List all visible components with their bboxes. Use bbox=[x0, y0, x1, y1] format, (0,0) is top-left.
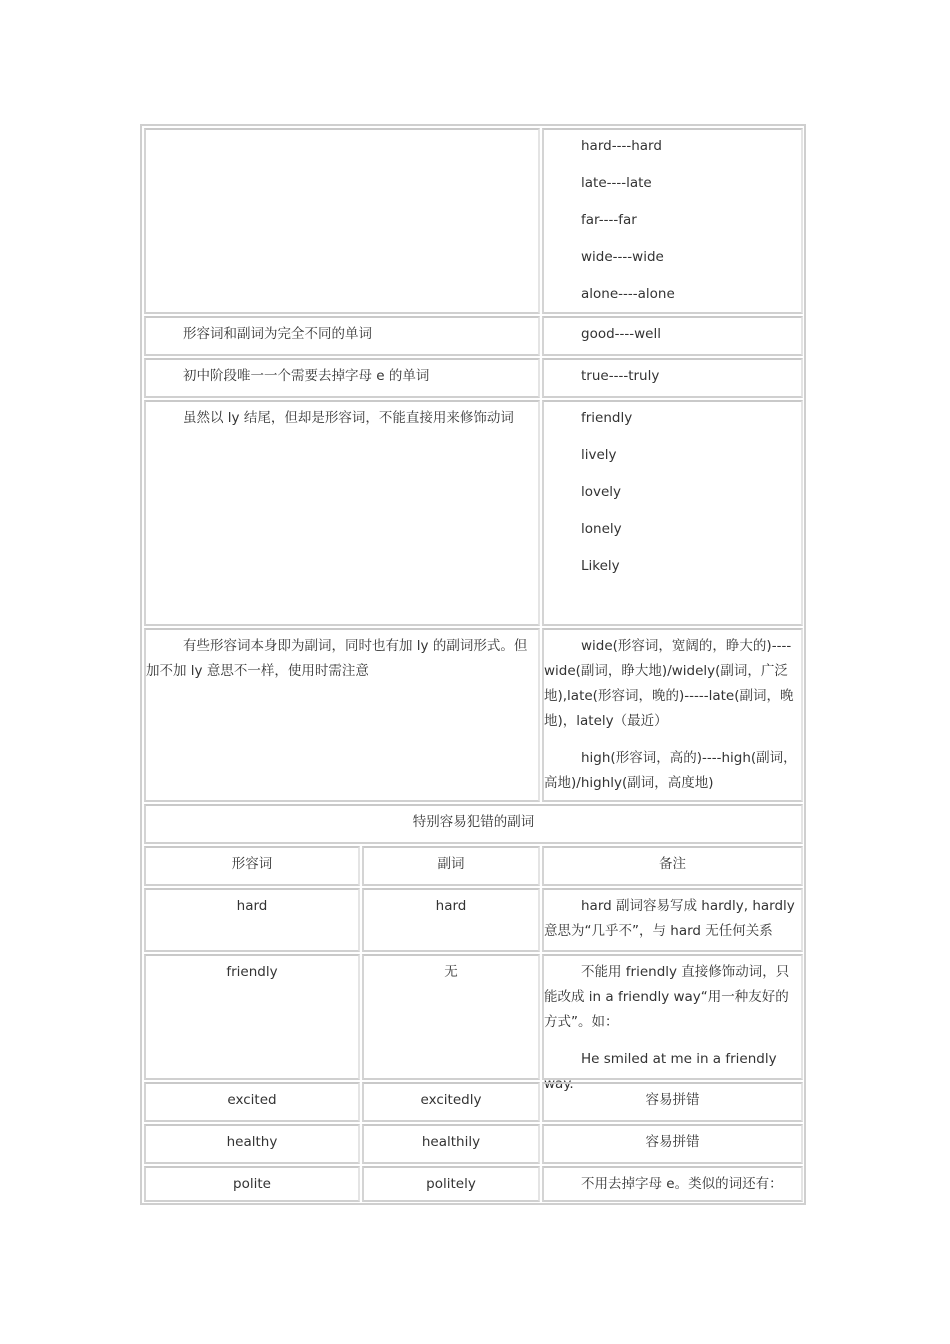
table-row-excited-adj bbox=[144, 1082, 360, 1122]
adjective-cell: polite bbox=[233, 1176, 271, 1192]
table-row-polite-adj bbox=[144, 1166, 360, 1202]
row2-description-cell bbox=[144, 316, 540, 356]
table-row-healthy-adv bbox=[362, 1124, 540, 1164]
row5-description-cell bbox=[144, 628, 540, 802]
note-cell: hard 副词容易写成 hardly, hardly 意思为“几乎不”，与 hard 无任何关系 bbox=[544, 898, 795, 939]
header-adjective: 形容词 bbox=[231, 856, 273, 872]
note-cell: 不能用 friendly 直接修饰动词，只能改成 in a friendly way“用一种友好的方式”。如： bbox=[544, 964, 790, 1030]
header-adverb-cell bbox=[362, 846, 540, 886]
table-row-friendly-note bbox=[542, 954, 803, 1092]
row3-example: true----truly bbox=[581, 368, 660, 384]
row4-description-cell bbox=[144, 400, 540, 626]
row5-example-1: wide(形容词，宽阔的，睁大的)----wide(副词，睁大地)/widely(副词，广泛地),late(形容词，晚的)-----late(副词，晚地)，lately（最近） bbox=[544, 638, 794, 729]
header-note: 备注 bbox=[659, 856, 686, 872]
word-pair: late----late bbox=[581, 175, 652, 191]
table-row-hard-note bbox=[542, 888, 803, 952]
adverb-cell: excitedly bbox=[420, 1092, 482, 1108]
error-table-title: 特别容易犯错的副词 bbox=[412, 814, 535, 830]
row3-example-cell bbox=[542, 358, 803, 398]
table-row-friendly-adj bbox=[144, 954, 360, 1080]
adverb-cell: healthily bbox=[421, 1134, 481, 1150]
table-row-polite-note bbox=[542, 1166, 803, 1202]
adjective-cell: healthy bbox=[226, 1134, 278, 1150]
row1-description-cell bbox=[144, 128, 540, 314]
table-row-healthy-note bbox=[542, 1124, 803, 1164]
adverb-cell: politely bbox=[426, 1176, 476, 1192]
word-item: lovely bbox=[581, 484, 622, 500]
table-row-hard-adj bbox=[144, 888, 360, 952]
row2-description: 形容词和副词为完全不同的单词 bbox=[183, 326, 372, 342]
row3-description-cell bbox=[144, 358, 540, 398]
word-item: lonely bbox=[581, 521, 622, 537]
note-cell: 不用去掉字母 e。类似的词还有： bbox=[581, 1176, 783, 1192]
row1-words-cell bbox=[542, 128, 803, 314]
table-row-friendly-adv bbox=[362, 954, 540, 1080]
table-row-hard-adv bbox=[362, 888, 540, 952]
row5-example-2: high(形容词，高的)----high(副词，高地)/highly(副词，高度地) bbox=[544, 750, 797, 791]
row3-description: 初中阶段唯一一个需要去掉字母 e 的单词 bbox=[183, 368, 430, 384]
table-row-excited-adv bbox=[362, 1082, 540, 1122]
row4-words-cell bbox=[542, 400, 803, 626]
row2-example-cell bbox=[542, 316, 803, 356]
word-item: lively bbox=[581, 447, 617, 463]
header-adjective-cell bbox=[144, 846, 360, 886]
note-cell: 容易拼错 bbox=[645, 1134, 700, 1150]
row2-example: good----well bbox=[581, 326, 661, 342]
word-item: Likely bbox=[581, 558, 620, 574]
row5-examples-cell bbox=[542, 628, 803, 802]
table-row-healthy-adj bbox=[144, 1124, 360, 1164]
header-adverb: 副词 bbox=[437, 856, 465, 872]
error-table-title-cell bbox=[144, 804, 803, 844]
word-pair: wide----wide bbox=[581, 249, 664, 265]
note-example: He smiled at me in a friendly way. bbox=[544, 1051, 777, 1092]
word-pair: far----far bbox=[581, 212, 637, 228]
word-pair: hard----hard bbox=[581, 138, 662, 154]
table-row-excited-note bbox=[542, 1082, 803, 1122]
row4-description: 虽然以 ly 结尾，但却是形容词，不能直接用来修饰动词 bbox=[183, 410, 514, 426]
header-note-cell bbox=[542, 846, 803, 886]
adverb-cell: 无 bbox=[444, 964, 458, 980]
adjective-cell: friendly bbox=[226, 964, 278, 980]
table-row-polite-adv bbox=[362, 1166, 540, 1202]
word-pair: alone----alone bbox=[581, 286, 675, 302]
note-cell: 容易拼错 bbox=[645, 1092, 700, 1108]
word-item: friendly bbox=[581, 410, 633, 426]
row5-description: 有些形容词本身即为副词，同时也有加 ly 的副词形式。但加不加 ly 意思不一样，使用时需注意 bbox=[146, 638, 528, 679]
adjective-cell: excited bbox=[227, 1092, 277, 1108]
adjective-cell: hard bbox=[236, 898, 268, 914]
adverb-cell: hard bbox=[435, 898, 467, 914]
grammar-table bbox=[140, 124, 806, 1205]
